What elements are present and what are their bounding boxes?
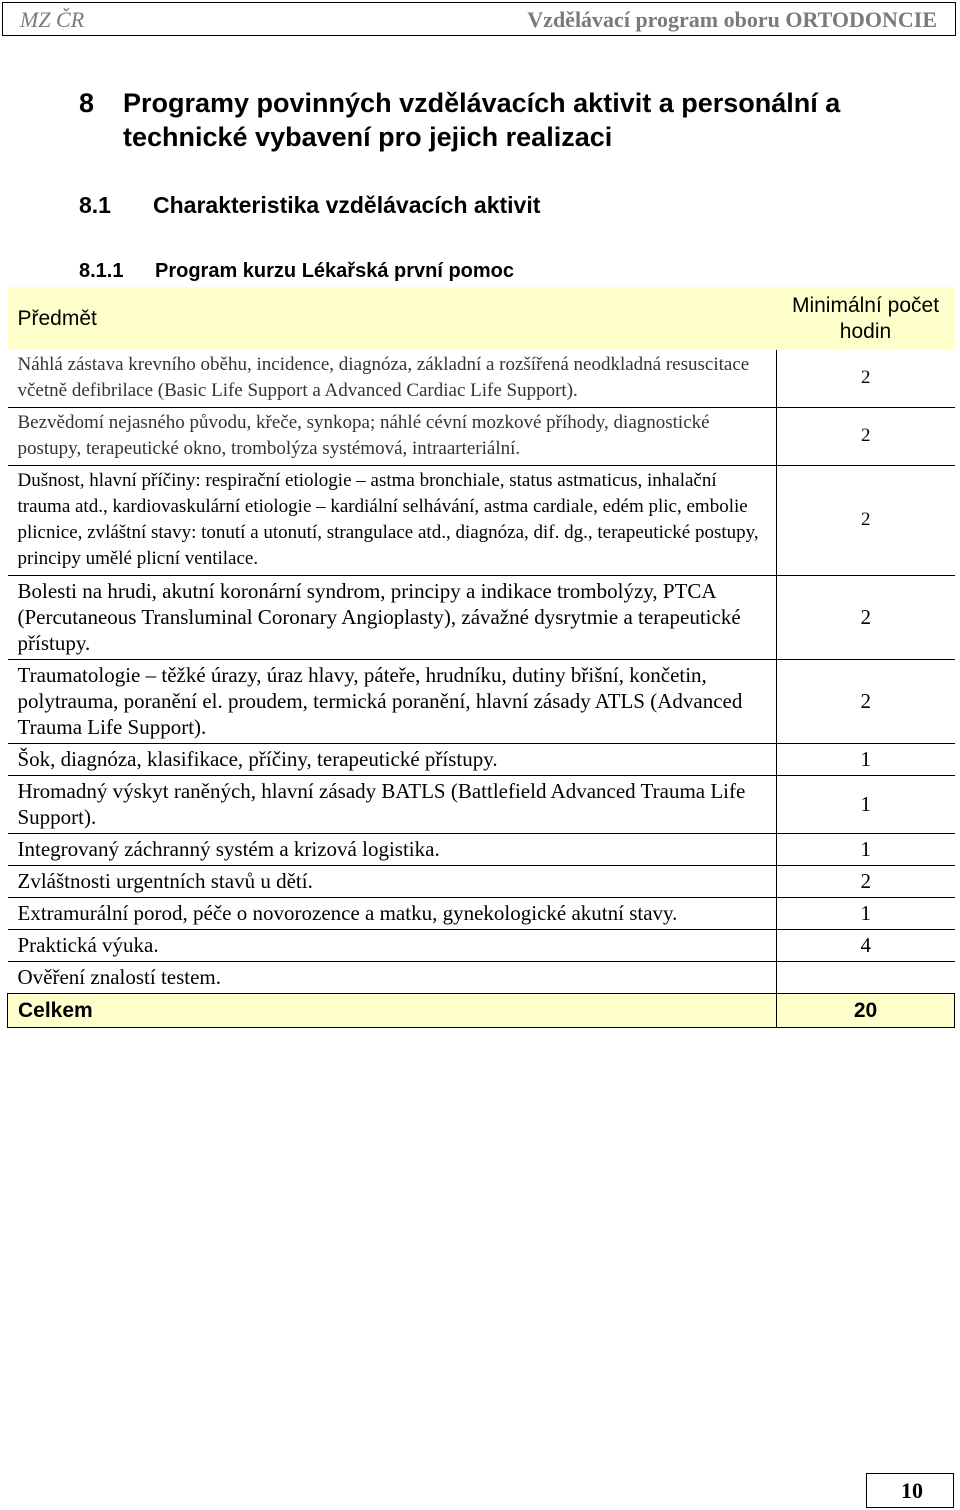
subsubsection-title: Program kurzu Lékařská první pomoc [155, 260, 515, 282]
hours-cell: 1 [777, 776, 955, 834]
subsection-title: Charakteristika vzdělávacích aktivit [153, 192, 541, 218]
topic-cell: Praktická výuka. [8, 930, 777, 962]
topic-cell: Zvláštnosti urgentních stavů u dětí. [8, 866, 777, 898]
table-row [8, 408, 955, 466]
hours-cell: 2 [777, 408, 955, 466]
topic-cell: Šok, diagnóza, klasifikace, příčiny, terapeutické přístupy. [8, 744, 777, 776]
column-header-hours: Minimální počet hodin [777, 287, 955, 350]
topic-cell: Ověření znalostí testem. [8, 962, 777, 994]
hours-cell: 1 [777, 744, 955, 776]
table-row [8, 776, 955, 834]
topic-cell: Traumatologie – těžké úrazy, úraz hlavy, páteře, hrudníku, dutiny břišní, končetin, polytrauma, poranění el. proudem, termická poranění, hlavní zásady ATLS (Advanced Trauma Life Support). [8, 660, 777, 744]
table-row [8, 466, 955, 576]
hours-cell: 4 [777, 930, 955, 962]
page-number: 10 [901, 1478, 923, 1503]
table-header-row [8, 287, 955, 350]
table-row [8, 744, 955, 776]
subsection-number: 8.1 [79, 192, 111, 218]
topic-cell: Hromadný výskyt raněných, hlavní zásady BATLS (Battlefield Advanced Trauma Life Support). [8, 776, 777, 834]
hours-cell: 2 [777, 660, 955, 744]
section-title: Programy povinných vzdělávacích aktivit a personální a technické vybavení pro jejich realizaci [123, 88, 841, 152]
column-header-subject: Předmět [8, 287, 777, 350]
course-table [7, 287, 955, 1028]
hours-cell: 2 [777, 466, 955, 576]
hours-cell: 1 [777, 898, 955, 930]
topic-cell: Bezvědomí nejasného původu, křeče, synkopa; náhlé cévní mozkové příhody, diagnostické postupy, terapeutické okno, trombolýza systémová, intraarteriální. [8, 408, 777, 466]
topic-cell: Náhlá zástava krevního oběhu, incidence, diagnóza, základní a rozšířená neodkladná resuscitace včetně defibrilace (Basic Life Support a Advanced Cardiac Life Support). [8, 350, 777, 408]
table-row [8, 898, 955, 930]
total-row [8, 994, 955, 1028]
topic-cell: Integrovaný záchranný systém a krizová logistika. [8, 834, 777, 866]
hours-cell [777, 962, 955, 994]
table-row [8, 962, 955, 994]
page-header [2, 2, 956, 36]
topic-cell: Bolesti na hrudi, akutní koronární syndrom, principy a indikace trombolýzy, PTCA (Percutaneous Transluminal Coronary Angioplasty), závažné dysrytmie a terapeutické přístupy. [8, 576, 777, 660]
table-row [8, 866, 955, 898]
hours-cell: 2 [777, 576, 955, 660]
subsubsection-number: 8.1.1 [79, 260, 124, 282]
page-number-box [866, 1473, 954, 1508]
header-left-text: MZ ČR [20, 7, 85, 32]
hours-cell: 1 [777, 834, 955, 866]
table-row [8, 660, 955, 744]
table-row [8, 834, 955, 866]
topic-cell: Extramurální porod, péče o novorozence a matku, gynekologické akutní stavy. [8, 898, 777, 930]
total-hours: 20 [777, 994, 955, 1028]
hours-cell: 2 [777, 866, 955, 898]
total-label: Celkem [8, 994, 777, 1028]
table-row [8, 930, 955, 962]
header-right-text: Vzdělávací program oboru ORTODONCIE [527, 7, 937, 32]
hours-cell: 2 [861, 367, 871, 388]
section-number: 8 [79, 88, 95, 118]
table-row [8, 350, 955, 408]
topic-cell: Dušnost, hlavní příčiny: respirační etiologie – astma bronchiale, status astmaticus, inhalační trauma atd., kardiovaskulární etiologie – kardiální selhávání, astma cardiale, edém plic, embolie plicnice, zvláštní stavy: tonutí a utonutí, strangulace atd., diagnóza, dif. dg., terapeutické postupy, principy umělé plicní ventilace. [8, 466, 777, 576]
table-row [8, 576, 955, 660]
